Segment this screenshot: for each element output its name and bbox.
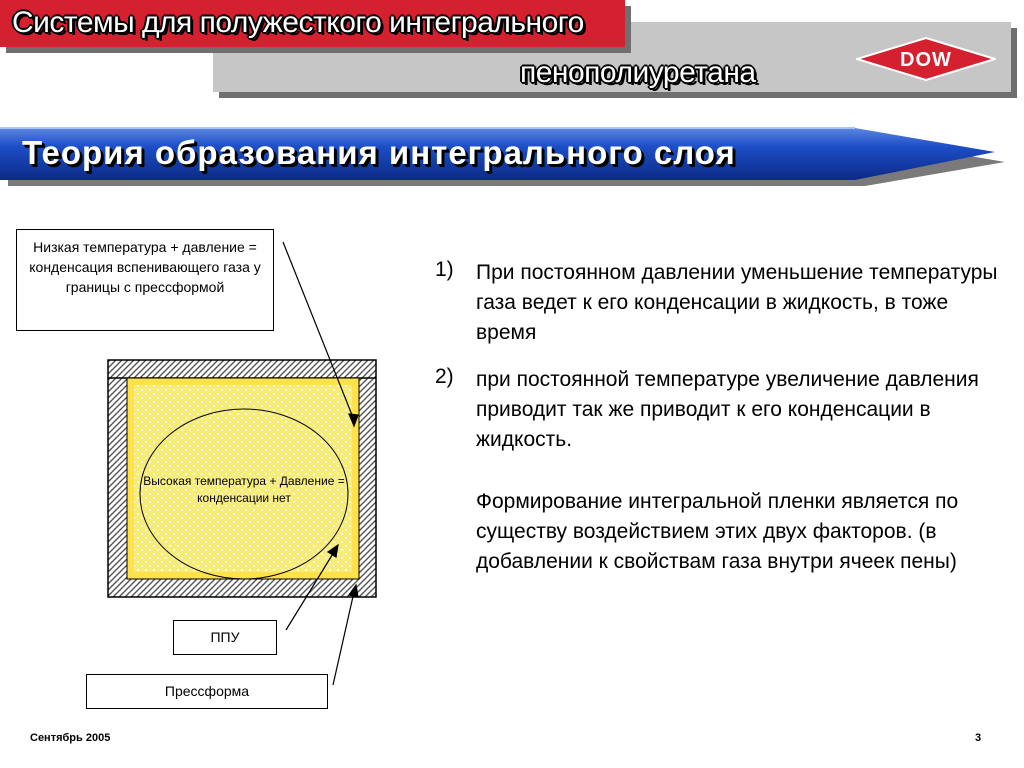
- page-number: 3: [975, 732, 982, 744]
- point-2-number: 2): [435, 365, 454, 388]
- dow-logo-text: DOW: [900, 49, 952, 71]
- high-temperature-label: Высокая температура + Давление = конденсации нет: [143, 474, 345, 505]
- section-title: Теория образования интегрального слоя: [22, 134, 736, 171]
- title-line-2: пенополиуретана: [520, 56, 756, 89]
- mold-label: Прессформа: [86, 674, 328, 709]
- title-line-1: Системы для полужесткого интегрального: [12, 6, 584, 39]
- point-1-number: 1): [435, 258, 454, 281]
- dow-logo: [856, 37, 996, 81]
- point-1-text: При постоянном давлении уменьшение температуры газа ведет к его конденсации в жидкость, в тоже время: [476, 261, 998, 344]
- conclusion-text: Формирование интегральной пленки является по существу воздействием этих двух факторов. (в добавлении к свойствам газа внутри ячеек пены): [476, 490, 959, 573]
- footer-date: Сентябрь 2005: [30, 732, 111, 744]
- ppu-label: ППУ: [173, 620, 277, 655]
- low-temperature-label: Низкая температура + давление = конденсация вспенивающего газа у границы с прессформой: [16, 229, 274, 331]
- point-2-text: при постоянной температуре увеличение давления приводит так же приводит к его конденсации в жидкость.: [476, 368, 979, 451]
